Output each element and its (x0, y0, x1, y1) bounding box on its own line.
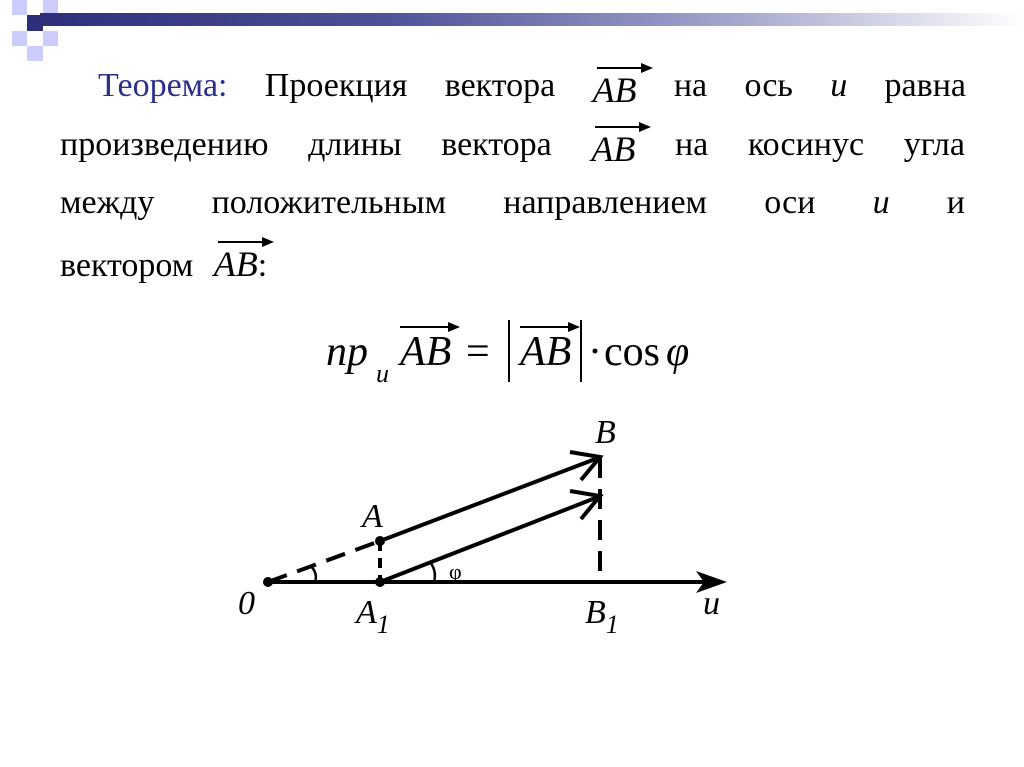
formula-cos: cos (604, 329, 660, 375)
vector-ab-line (380, 458, 598, 541)
point-a (375, 536, 385, 546)
label-u: u (703, 585, 720, 622)
label-a1 (356, 594, 390, 639)
text-word: вектора (444, 67, 556, 104)
vector-a1-line (380, 497, 598, 582)
vector-label: AB (213, 244, 258, 284)
label-a: A (362, 498, 383, 535)
angle-arc-origin (311, 566, 316, 582)
formula-subscript-u: u (376, 359, 389, 388)
text-word: равна (884, 67, 966, 104)
text-word: положительным (211, 184, 447, 221)
text-word: вектором (60, 247, 194, 284)
point-origin (263, 577, 273, 587)
formula-equals: = (466, 329, 490, 375)
formula-phi: φ (666, 329, 690, 375)
text-word: ось (744, 67, 793, 104)
text-word: оси (764, 184, 816, 221)
formula-dot: · (588, 329, 602, 375)
colon: : (257, 247, 268, 284)
text-word: направлением (503, 184, 708, 221)
vector-label: AB (591, 129, 636, 169)
text-word: и (946, 184, 965, 221)
text-word: на (674, 126, 709, 163)
label-zero: 0 (238, 585, 255, 622)
label-b1-letter: B (585, 594, 606, 631)
angle-arc-phi (430, 562, 435, 582)
vector-label: AB (592, 70, 637, 110)
label-b1-subscript: 1 (605, 610, 619, 639)
text-word: на (673, 67, 708, 104)
text-word: между (60, 184, 155, 221)
formula-vector-ab-abs: AB (520, 329, 572, 375)
label-a1-subscript: 1 (376, 610, 390, 639)
text-word: произведению (60, 126, 269, 163)
text-word: угла (903, 126, 965, 163)
text-word: Проекция (264, 67, 408, 104)
point-a1 (375, 577, 385, 587)
axis-symbol: u (830, 67, 848, 104)
text-word: косинус (747, 126, 865, 163)
label-b: B (595, 414, 616, 451)
formula-pr: пр (326, 329, 368, 375)
label-phi: φ (449, 559, 462, 584)
axis-symbol: u (872, 184, 890, 221)
theorem-label: Теорема: (98, 67, 228, 104)
text-word: вектора (441, 126, 552, 163)
text-word: длины (308, 126, 402, 163)
dashed-extension (268, 541, 380, 582)
label-b1 (585, 594, 619, 639)
label-a1-letter: A (356, 594, 377, 631)
formula-vector-ab: AB (400, 329, 452, 375)
